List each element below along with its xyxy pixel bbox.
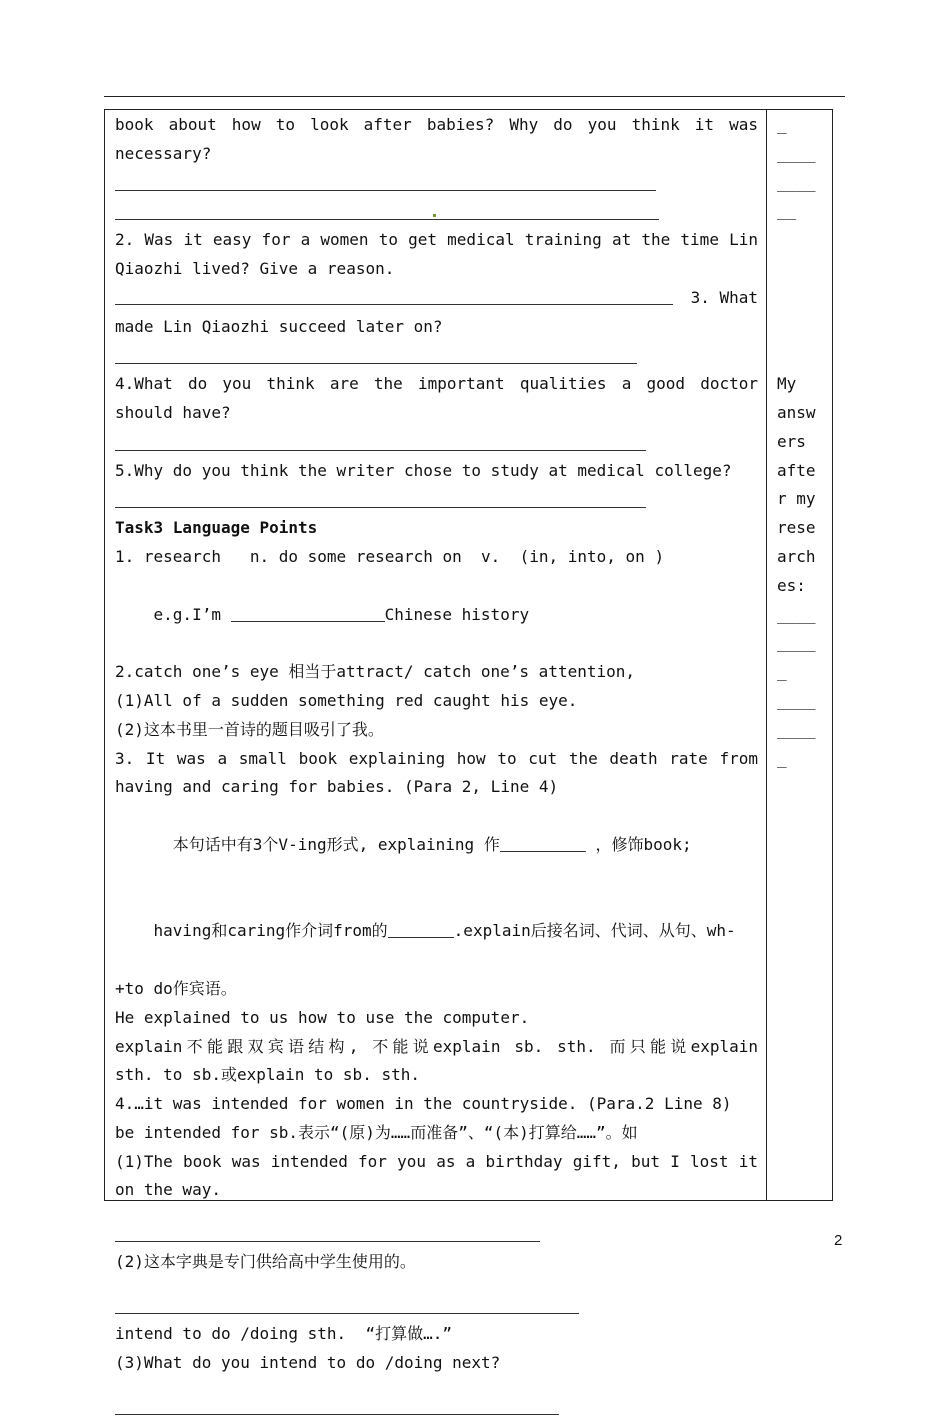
side-mark: _ [777, 115, 787, 134]
side-label: My [777, 374, 797, 394]
intend-definition: intend to do /doing sth. “打算做….” [115, 1324, 452, 1344]
question-2-line-1: 2. Was it easy for a women to get medical training at the time Lin [115, 230, 758, 250]
language-point-4-example-1-line-1: (1)The book was intended for you as a birthday gift, but I lost it [115, 1151, 758, 1171]
answer-blank[interactable] [115, 288, 673, 305]
column-divider [766, 109, 767, 1201]
side-label: answ [777, 402, 816, 422]
language-point-1-example [115, 572, 758, 658]
language-point-3-line-1: 3. It was a small book explaining how to cut the death rate from [115, 748, 758, 768]
question-4-line-2: should have? [115, 402, 231, 422]
language-point-3-note-1 [115, 802, 758, 888]
language-point-3-note-3: +to do作宾语。 [115, 978, 237, 998]
language-point-2-example-2: (2)这本书里一首诗的题目吸引了我。 [115, 719, 384, 739]
example-suffix: Chinese history [384, 604, 530, 624]
note-text: ，修饰book; [585, 834, 692, 854]
example-prefix: e.g.I’m [153, 604, 231, 624]
language-point-3-rule-2: sth. to sb.或explain to sb. sth. [115, 1065, 420, 1085]
question-1-line-2: necessary? [115, 143, 212, 163]
side-label: arch [777, 546, 816, 566]
answer-blank[interactable] [115, 197, 758, 226]
side-mark: __ [777, 201, 797, 221]
question-1-line-1: book about how to look after babies? Why do you think it was [115, 115, 758, 134]
side-label: es: [777, 575, 806, 595]
answer-blank[interactable] [115, 1205, 758, 1248]
side-column [777, 111, 822, 773]
answer-blank[interactable] [115, 428, 758, 457]
side-label: rese [777, 518, 816, 538]
main-column [115, 111, 758, 1421]
fill-in-blank[interactable] [500, 835, 586, 852]
answer-blank[interactable] [115, 485, 758, 514]
note-text: 本句话中有3个V-ing形式, explaining 作 [153, 834, 500, 854]
language-point-4: 4.…it was intended for women in the countryside. (Para.2 Line 8) [115, 1094, 732, 1114]
side-label: ers [777, 431, 806, 451]
answer-blank[interactable] [115, 1378, 758, 1421]
language-point-3-note-2 [115, 889, 758, 975]
language-point-2: 2.catch one’s eye 相当于attract/ catch one’s attention, [115, 662, 636, 682]
section-heading: Task3 Language Points [115, 518, 318, 538]
side-mark: ____ [777, 143, 816, 163]
question-5: 5.Why do you think the writer chose to study at medical college? [115, 460, 732, 480]
header-rule [104, 96, 845, 97]
side-mark: ____ [777, 604, 816, 624]
side-mark: ____ [777, 690, 816, 710]
language-point-4-definition: be intended for sb.表示“(原)为……而准备”、“(本)打算给……”。如 [115, 1122, 638, 1142]
answer-blank[interactable] [115, 169, 758, 198]
question-3-line-2: made Lin Qiaozhi succeed later on? [115, 316, 443, 336]
language-point-2-example-1: (1)All of a sudden something red caught his eye. [115, 690, 578, 710]
side-label: afte [777, 460, 816, 480]
question-4-line-1: 4.What do you think are the important qualities a good doctor [115, 374, 758, 394]
fill-in-blank[interactable] [231, 605, 385, 622]
fill-in-blank[interactable] [388, 921, 454, 938]
side-mark: _ [777, 748, 787, 768]
side-mark: ____ [777, 719, 816, 739]
question-3-number: 3. What [690, 287, 758, 307]
language-point-1: 1. research n. do some research on v. (in, into, on ) [115, 546, 665, 566]
language-point-3-line-2: having and caring for babies. (Para 2, Line 4) [115, 777, 559, 797]
language-point-4-example-3: (3)What do you intend to do /doing next? [115, 1352, 501, 1372]
language-point-4-example-2: (2)这本字典是专门供给高中学生使用的。 [115, 1252, 416, 1272]
language-point-3-example: He explained to us how to use the computer. [115, 1007, 530, 1027]
note-text: .explain后接名词、代词、从句、wh- [453, 921, 736, 941]
answer-blank[interactable] [115, 341, 758, 370]
answer-blank[interactable] [115, 1277, 758, 1320]
side-label: r my [777, 489, 816, 509]
side-mark: _ [777, 662, 787, 682]
side-mark: ____ [777, 172, 816, 192]
page-number: 2 [834, 1232, 843, 1249]
note-text: having和caring作介词from的 [153, 921, 388, 941]
language-point-3-rule-1: explain不能跟双宾语结构, 不能说explain sb. sth. 而只能说explain [115, 1036, 758, 1056]
language-point-4-example-1-line-2: on the way. [115, 1180, 221, 1200]
question-3-line-1 [115, 284, 758, 313]
side-mark: ____ [777, 633, 816, 653]
question-2-line-2: Qiaozhi lived? Give a reason. [115, 258, 395, 278]
